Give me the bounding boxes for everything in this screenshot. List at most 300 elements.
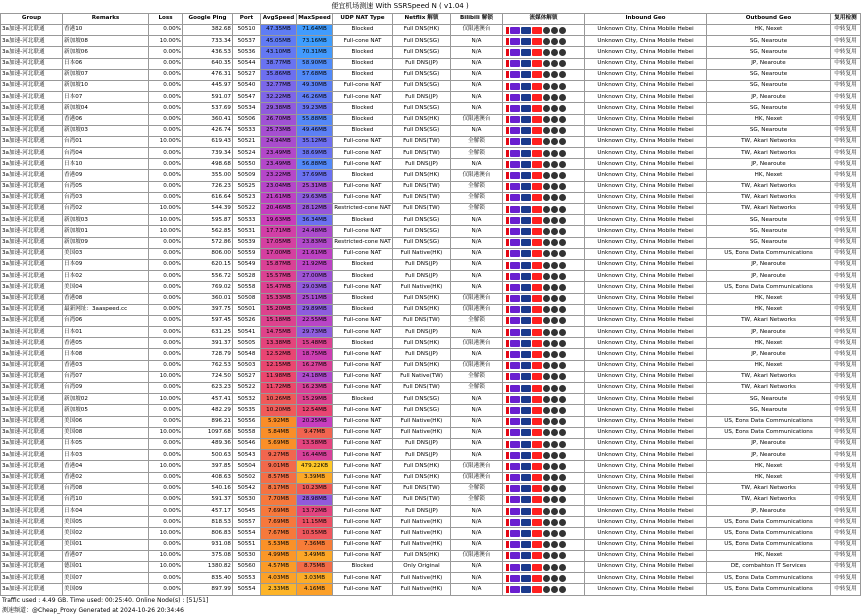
bahamut-icon [551, 418, 558, 425]
cell-group: 3a加速-河北联通 [1, 293, 63, 304]
netflix-icon [506, 206, 509, 213]
stream-unlock-icons [503, 360, 585, 371]
cell-: 中转复用 [831, 327, 861, 338]
cell-inbound-geo: Unknown City, China Mobile Hebei [585, 315, 707, 326]
cell-remarks: 台湾09 [63, 383, 149, 394]
cell-inbound-geo: Unknown City, China Mobile Hebei [585, 58, 707, 69]
bahamut-icon [551, 250, 558, 257]
cell-avgspeed: 8.17MB [261, 483, 297, 494]
cell-bilibili: N/A [451, 394, 503, 405]
youtube-icon [532, 161, 542, 168]
cell-udp-nat-type: Full-cone NAT [333, 282, 393, 293]
abema-icon [543, 340, 550, 347]
cell-inbound-geo: Unknown City, China Mobile Hebei [585, 472, 707, 483]
bahamut-icon [551, 150, 558, 157]
cell-group: 3a加速-河北联通 [1, 170, 63, 181]
table-row [1, 450, 861, 461]
cell-udp-nat-type: Full-cone NAT [333, 450, 393, 461]
cell-google-ping: 355.00 [183, 170, 233, 181]
netflix-icon [506, 172, 509, 179]
dazn-icon [559, 250, 566, 257]
cell-inbound-geo: Unknown City, China Mobile Hebei [585, 80, 707, 91]
disney-icon [521, 150, 531, 157]
abema-icon [543, 317, 550, 324]
disney-icon [521, 452, 531, 459]
cell-netflix: Full DNS(JP) [393, 450, 451, 461]
cell-loss: 0.00% [149, 450, 183, 461]
cell-maxspeed: 49.46MB [297, 125, 333, 136]
cell-bilibili: 仅限港澳台 [451, 360, 503, 371]
bahamut-icon [551, 586, 558, 593]
abema-icon [543, 373, 550, 380]
abema-icon [543, 161, 550, 168]
cell-bilibili: N/A [451, 215, 503, 226]
cell-bilibili: 全解锁 [451, 494, 503, 505]
cell-: 中转复用 [831, 282, 861, 293]
abema-icon [543, 250, 550, 257]
disney-icon [521, 172, 531, 179]
table-row [1, 562, 861, 573]
cell-inbound-geo: Unknown City, China Mobile Hebei [585, 136, 707, 147]
netflix-icon [506, 362, 509, 369]
cell-udp-nat-type: Full-cone NAT [333, 416, 393, 427]
cell-outbound-geo: JP, Nearoute [707, 450, 831, 461]
cell-avgspeed: 47.35MB [261, 25, 297, 36]
dazn-icon [559, 541, 566, 548]
cell-maxspeed: 25.31MB [297, 181, 333, 192]
cell-: 中转复用 [831, 528, 861, 539]
hbo-icon [510, 127, 520, 134]
hbo-icon [510, 138, 520, 145]
youtube-icon [532, 228, 542, 235]
cell-google-ping: 818.53 [183, 517, 233, 528]
cell-inbound-geo: Unknown City, China Mobile Hebei [585, 125, 707, 136]
cell-group: 3a加速-河北联通 [1, 383, 63, 394]
cell-bilibili: N/A [451, 36, 503, 47]
cell-outbound-geo: HK, Nexet [707, 338, 831, 349]
cell-remarks: 美国07 [63, 573, 149, 584]
bahamut-icon [551, 373, 558, 380]
netflix-icon [506, 463, 509, 470]
cell-maxspeed: 70.31MB [297, 47, 333, 58]
cell-maxspeed: 27.00MB [297, 271, 333, 282]
dazn-icon [559, 161, 566, 168]
cell-group: 3a加速-河北联通 [1, 136, 63, 147]
cell-udp-nat-type: Full-cone NAT [333, 327, 393, 338]
cell-outbound-geo: SG, Nearoute [707, 226, 831, 237]
table-row [1, 539, 861, 550]
cell-outbound-geo: JP, Nearoute [707, 58, 831, 69]
cell-udp-nat-type: Full-cone NAT [333, 159, 393, 170]
cell-inbound-geo: Unknown City, China Mobile Hebei [585, 327, 707, 338]
cell-bilibili: 全解锁 [451, 204, 503, 215]
cell-remarks: 美国01 [63, 539, 149, 550]
disney-icon [521, 575, 531, 582]
cell-loss: 0.00% [149, 349, 183, 360]
table-row [1, 360, 861, 371]
cell-avgspeed: 15.87MB [261, 259, 297, 270]
cell-avgspeed: 23.49MB [261, 148, 297, 159]
cell-google-ping: 897.99 [183, 584, 233, 595]
cell-port: 50508 [233, 293, 261, 304]
cell-google-ping: 806.83 [183, 528, 233, 539]
cell-bilibili: 全解锁 [451, 136, 503, 147]
stream-unlock-icons [503, 427, 585, 438]
cell-avgspeed: 11.98MB [261, 371, 297, 382]
cell-bilibili: N/A [451, 237, 503, 248]
cell-google-ping: 896.21 [183, 416, 233, 427]
cell-loss: 10.00% [149, 36, 183, 47]
youtube-icon [532, 116, 542, 123]
bahamut-icon [551, 27, 558, 34]
cell-netflix: Full DNS(SG) [393, 125, 451, 136]
cell-port: 50505 [233, 338, 261, 349]
disney-icon [521, 340, 531, 347]
abema-icon [543, 564, 550, 571]
dazn-icon [559, 38, 566, 45]
cell-outbound-geo: US, Eons Data Communications [707, 573, 831, 584]
cell-outbound-geo: HK, Nexet [707, 304, 831, 315]
cell-google-ping: 631.25 [183, 327, 233, 338]
table-row [1, 204, 861, 215]
abema-icon [543, 71, 550, 78]
hbo-icon [510, 541, 520, 548]
bahamut-icon [551, 206, 558, 213]
cell-inbound-geo: Unknown City, China Mobile Hebei [585, 573, 707, 584]
cell-: 中转复用 [831, 25, 861, 36]
cell-avgspeed: 35.86MB [261, 69, 297, 80]
cell-udp-nat-type: Blocked [333, 58, 393, 69]
cell-bilibili: N/A [451, 517, 503, 528]
cell-loss: 0.00% [149, 360, 183, 371]
stream-unlock-icons [503, 483, 585, 494]
cell-netflix: Full DNS(SG) [393, 215, 451, 226]
cell-google-ping: 556.72 [183, 271, 233, 282]
netflix-icon [506, 496, 509, 503]
cell-bilibili: N/A [451, 562, 503, 573]
footer-stats: Traffic used : 4.49 GB. Time used: 00:25:40. Online Node(s) : [51/51] [2, 596, 209, 604]
cell-maxspeed: 58.90MB [297, 58, 333, 69]
cell-group: 3a加速-河北联通 [1, 181, 63, 192]
cell-remarks: 台湾06 [63, 315, 149, 326]
cell-group: 3a加速-河北联通 [1, 282, 63, 293]
disney-icon [521, 94, 531, 101]
table-row [1, 461, 861, 472]
stream-unlock-icons [503, 237, 585, 248]
youtube-icon [532, 49, 542, 56]
column-header: Bilibili 解锁 [451, 14, 503, 25]
hbo-icon [510, 329, 520, 336]
cell-port: 50522 [233, 383, 261, 394]
stream-unlock-icons [503, 506, 585, 517]
cell-loss: 0.00% [149, 192, 183, 203]
table-row [1, 103, 861, 114]
cell-loss: 10.00% [149, 528, 183, 539]
stream-unlock-icons [503, 259, 585, 270]
cell-maxspeed: 28.98MB [297, 494, 333, 505]
cell-port: 50510 [233, 25, 261, 36]
cell-netflix: Full DNS(TW) [393, 383, 451, 394]
cell-port: 50542 [233, 483, 261, 494]
cell-udp-nat-type: Full-cone NAT [333, 248, 393, 259]
cell-: 中转复用 [831, 92, 861, 103]
abema-icon [543, 150, 550, 157]
cell-: 中转复用 [831, 562, 861, 573]
hbo-icon [510, 295, 520, 302]
cell-google-ping: 1380.82 [183, 562, 233, 573]
dazn-icon [559, 485, 566, 492]
cell-inbound-geo: Unknown City, China Mobile Hebei [585, 282, 707, 293]
youtube-icon [532, 105, 542, 112]
cell-udp-nat-type: Full-cone NAT [333, 461, 393, 472]
cell-udp-nat-type: Full-cone NAT [333, 584, 393, 595]
cell-google-ping: 540.16 [183, 483, 233, 494]
cell-: 中转复用 [831, 69, 861, 80]
cell-maxspeed: 10.23MB [297, 483, 333, 494]
cell-outbound-geo: TW, Akari Networks [707, 371, 831, 382]
hbo-icon [510, 228, 520, 235]
table-row [1, 394, 861, 405]
cell-google-ping: 360.01 [183, 293, 233, 304]
cell-remarks: 日本06 [63, 58, 149, 69]
hbo-icon [510, 60, 520, 67]
bahamut-icon [551, 94, 558, 101]
cell-loss: 0.00% [149, 25, 183, 36]
cell-google-ping: 733.34 [183, 36, 233, 47]
cell-outbound-geo: SG, Nearoute [707, 394, 831, 405]
cell-netflix: Full DNS(TW) [393, 483, 451, 494]
abema-icon [543, 552, 550, 559]
cell-udp-nat-type: Full-cone NAT [333, 349, 393, 360]
youtube-icon [532, 385, 542, 392]
table-row [1, 528, 861, 539]
stream-unlock-icons [503, 304, 585, 315]
cell-bilibili: 仅限港澳台 [451, 293, 503, 304]
cell-netflix: Full DNS(JP) [393, 159, 451, 170]
dazn-icon [559, 295, 566, 302]
cell-inbound-geo: Unknown City, China Mobile Hebei [585, 461, 707, 472]
cell-: 中转复用 [831, 181, 861, 192]
cell-maxspeed: 73.16MB [297, 36, 333, 47]
netflix-icon [506, 452, 509, 459]
cell-: 中转复用 [831, 315, 861, 326]
cell-google-ping: 769.02 [183, 282, 233, 293]
cell-bilibili: 仅限港澳台 [451, 461, 503, 472]
bahamut-icon [551, 239, 558, 246]
cell-udp-nat-type: Full-cone NAT [333, 383, 393, 394]
cell-maxspeed: 16.23MB [297, 383, 333, 394]
netflix-icon [506, 530, 509, 537]
cell-avgspeed: 9.01MB [261, 461, 297, 472]
cell-port: 50558 [233, 282, 261, 293]
cell-avgspeed: 12.52MB [261, 349, 297, 360]
cell-group: 3a加速-河北联通 [1, 371, 63, 382]
cell-avgspeed: 9.27MB [261, 450, 297, 461]
column-header: 复用检测 [831, 14, 861, 25]
cell-remarks: 新加坡05 [63, 405, 149, 416]
cell-netflix: Full Native(HK) [393, 416, 451, 427]
stream-unlock-icons [503, 461, 585, 472]
cell-group: 3a加速-河北联通 [1, 114, 63, 125]
netflix-icon [506, 317, 509, 324]
abema-icon [543, 463, 550, 470]
dazn-icon [559, 530, 566, 537]
cell-google-ping: 728.79 [183, 349, 233, 360]
stream-unlock-icons [503, 539, 585, 550]
cell-bilibili: N/A [451, 125, 503, 136]
table-row [1, 259, 861, 270]
dazn-icon [559, 306, 566, 313]
bahamut-icon [551, 105, 558, 112]
cell-udp-nat-type: Blocked [333, 338, 393, 349]
cell-outbound-geo: SG, Nearoute [707, 69, 831, 80]
disney-icon [521, 250, 531, 257]
table-row [1, 69, 861, 80]
stream-unlock-icons [503, 293, 585, 304]
cell-loss: 0.00% [149, 293, 183, 304]
abema-icon [543, 385, 550, 392]
cell-netflix: Full Native(HK) [393, 528, 451, 539]
cell-udp-nat-type: Blocked [333, 103, 393, 114]
netflix-icon [506, 94, 509, 101]
cell-maxspeed: 16.27MB [297, 360, 333, 371]
bahamut-icon [551, 83, 558, 90]
hbo-icon [510, 183, 520, 190]
cell-avgspeed: 20.46MB [261, 204, 297, 215]
cell-remarks: 香港10 [63, 25, 149, 36]
youtube-icon [532, 273, 542, 280]
bahamut-icon [551, 183, 558, 190]
cell-bilibili: 仅限港澳台 [451, 338, 503, 349]
youtube-icon [532, 575, 542, 582]
dazn-icon [559, 418, 566, 425]
cell-loss: 0.00% [149, 327, 183, 338]
cell-bilibili: 仅限港澳台 [451, 304, 503, 315]
cell-avgspeed: 7.69MB [261, 517, 297, 528]
cell-port: 50532 [233, 394, 261, 405]
cell-inbound-geo: Unknown City, China Mobile Hebei [585, 506, 707, 517]
cell-netflix: Full DNS(JP) [393, 92, 451, 103]
stream-unlock-icons [503, 349, 585, 360]
cell-maxspeed: 479.22KB [297, 461, 333, 472]
netflix-icon [506, 71, 509, 78]
cell-outbound-geo: TW, Akari Networks [707, 315, 831, 326]
cell-loss: 10.00% [149, 215, 183, 226]
cell-loss: 10.00% [149, 562, 183, 573]
cell-: 中转复用 [831, 338, 861, 349]
cell-remarks: 香港08 [63, 293, 149, 304]
dazn-icon [559, 508, 566, 515]
cell-inbound-geo: Unknown City, China Mobile Hebei [585, 215, 707, 226]
dazn-icon [559, 206, 566, 213]
abema-icon [543, 362, 550, 369]
bahamut-icon [551, 127, 558, 134]
cell-remarks: 香港05 [63, 338, 149, 349]
cell-bilibili: 全解锁 [451, 315, 503, 326]
cell-udp-nat-type: Full-cone NAT [333, 192, 393, 203]
cell-: 中转复用 [831, 304, 861, 315]
table-row [1, 215, 861, 226]
cell-google-ping: 591.37 [183, 494, 233, 505]
disney-icon [521, 351, 531, 358]
cell-group: 3a加速-河北联通 [1, 69, 63, 80]
stream-unlock-icons [503, 69, 585, 80]
cell-group: 3a加速-河北联通 [1, 517, 63, 528]
cell-udp-nat-type: Full-cone NAT [333, 517, 393, 528]
cell-: 中转复用 [831, 237, 861, 248]
cell-outbound-geo: HK, Nexet [707, 360, 831, 371]
cell-: 中转复用 [831, 349, 861, 360]
disney-icon [521, 373, 531, 380]
bahamut-icon [551, 530, 558, 537]
cell-loss: 0.00% [149, 148, 183, 159]
stream-unlock-icons [503, 383, 585, 394]
disney-icon [521, 116, 531, 123]
netflix-icon [506, 161, 509, 168]
abema-icon [543, 295, 550, 302]
dazn-icon [559, 575, 566, 582]
cell-group: 3a加速-河北联通 [1, 315, 63, 326]
cell-maxspeed: 36.34MB [297, 215, 333, 226]
cell-maxspeed: 18.75MB [297, 349, 333, 360]
cell-avgspeed: 11.72MB [261, 383, 297, 394]
cell-bilibili: N/A [451, 226, 503, 237]
abema-icon [543, 429, 550, 436]
hbo-icon [510, 396, 520, 403]
cell-inbound-geo: Unknown City, China Mobile Hebei [585, 562, 707, 573]
cell-outbound-geo: SG, Nearoute [707, 215, 831, 226]
cell-group: 3a加速-河北联通 [1, 248, 63, 259]
cell-netflix: Full DNS(JP) [393, 259, 451, 270]
cell-port: 50557 [233, 517, 261, 528]
cell-udp-nat-type: Blocked [333, 125, 393, 136]
cell-group: 3a加速-河北联通 [1, 450, 63, 461]
cell-avgspeed: 25.73MB [261, 125, 297, 136]
table-row [1, 517, 861, 528]
netflix-icon [506, 83, 509, 90]
cell-netflix: Full DNS(SG) [393, 47, 451, 58]
bahamut-icon [551, 407, 558, 414]
netflix-icon [506, 306, 509, 313]
disney-icon [521, 362, 531, 369]
cell-loss: 10.00% [149, 371, 183, 382]
cell-google-ping: 397.75 [183, 304, 233, 315]
cell-group: 3a加速-河北联通 [1, 215, 63, 226]
cell-google-ping: 620.15 [183, 259, 233, 270]
cell-: 中转复用 [831, 472, 861, 483]
abema-icon [543, 541, 550, 548]
stream-unlock-icons [503, 573, 585, 584]
column-header: AvgSpeed [261, 14, 297, 25]
cell-outbound-geo: US, Eons Data Communications [707, 427, 831, 438]
cell-bilibili: 全解锁 [451, 181, 503, 192]
stream-unlock-icons [503, 450, 585, 461]
cell-inbound-geo: Unknown City, China Mobile Hebei [585, 36, 707, 47]
stream-unlock-icons [503, 47, 585, 58]
stream-unlock-icons [503, 159, 585, 170]
table-row [1, 237, 861, 248]
stream-unlock-icons [503, 562, 585, 573]
stream-unlock-icons [503, 271, 585, 282]
stream-unlock-icons [503, 394, 585, 405]
cell-: 中转复用 [831, 371, 861, 382]
disney-icon [521, 60, 531, 67]
disney-icon [521, 474, 531, 481]
stream-unlock-icons [503, 517, 585, 528]
cell-maxspeed: 56.88MB [297, 159, 333, 170]
disney-icon [521, 105, 531, 112]
cell-bilibili: N/A [451, 47, 503, 58]
